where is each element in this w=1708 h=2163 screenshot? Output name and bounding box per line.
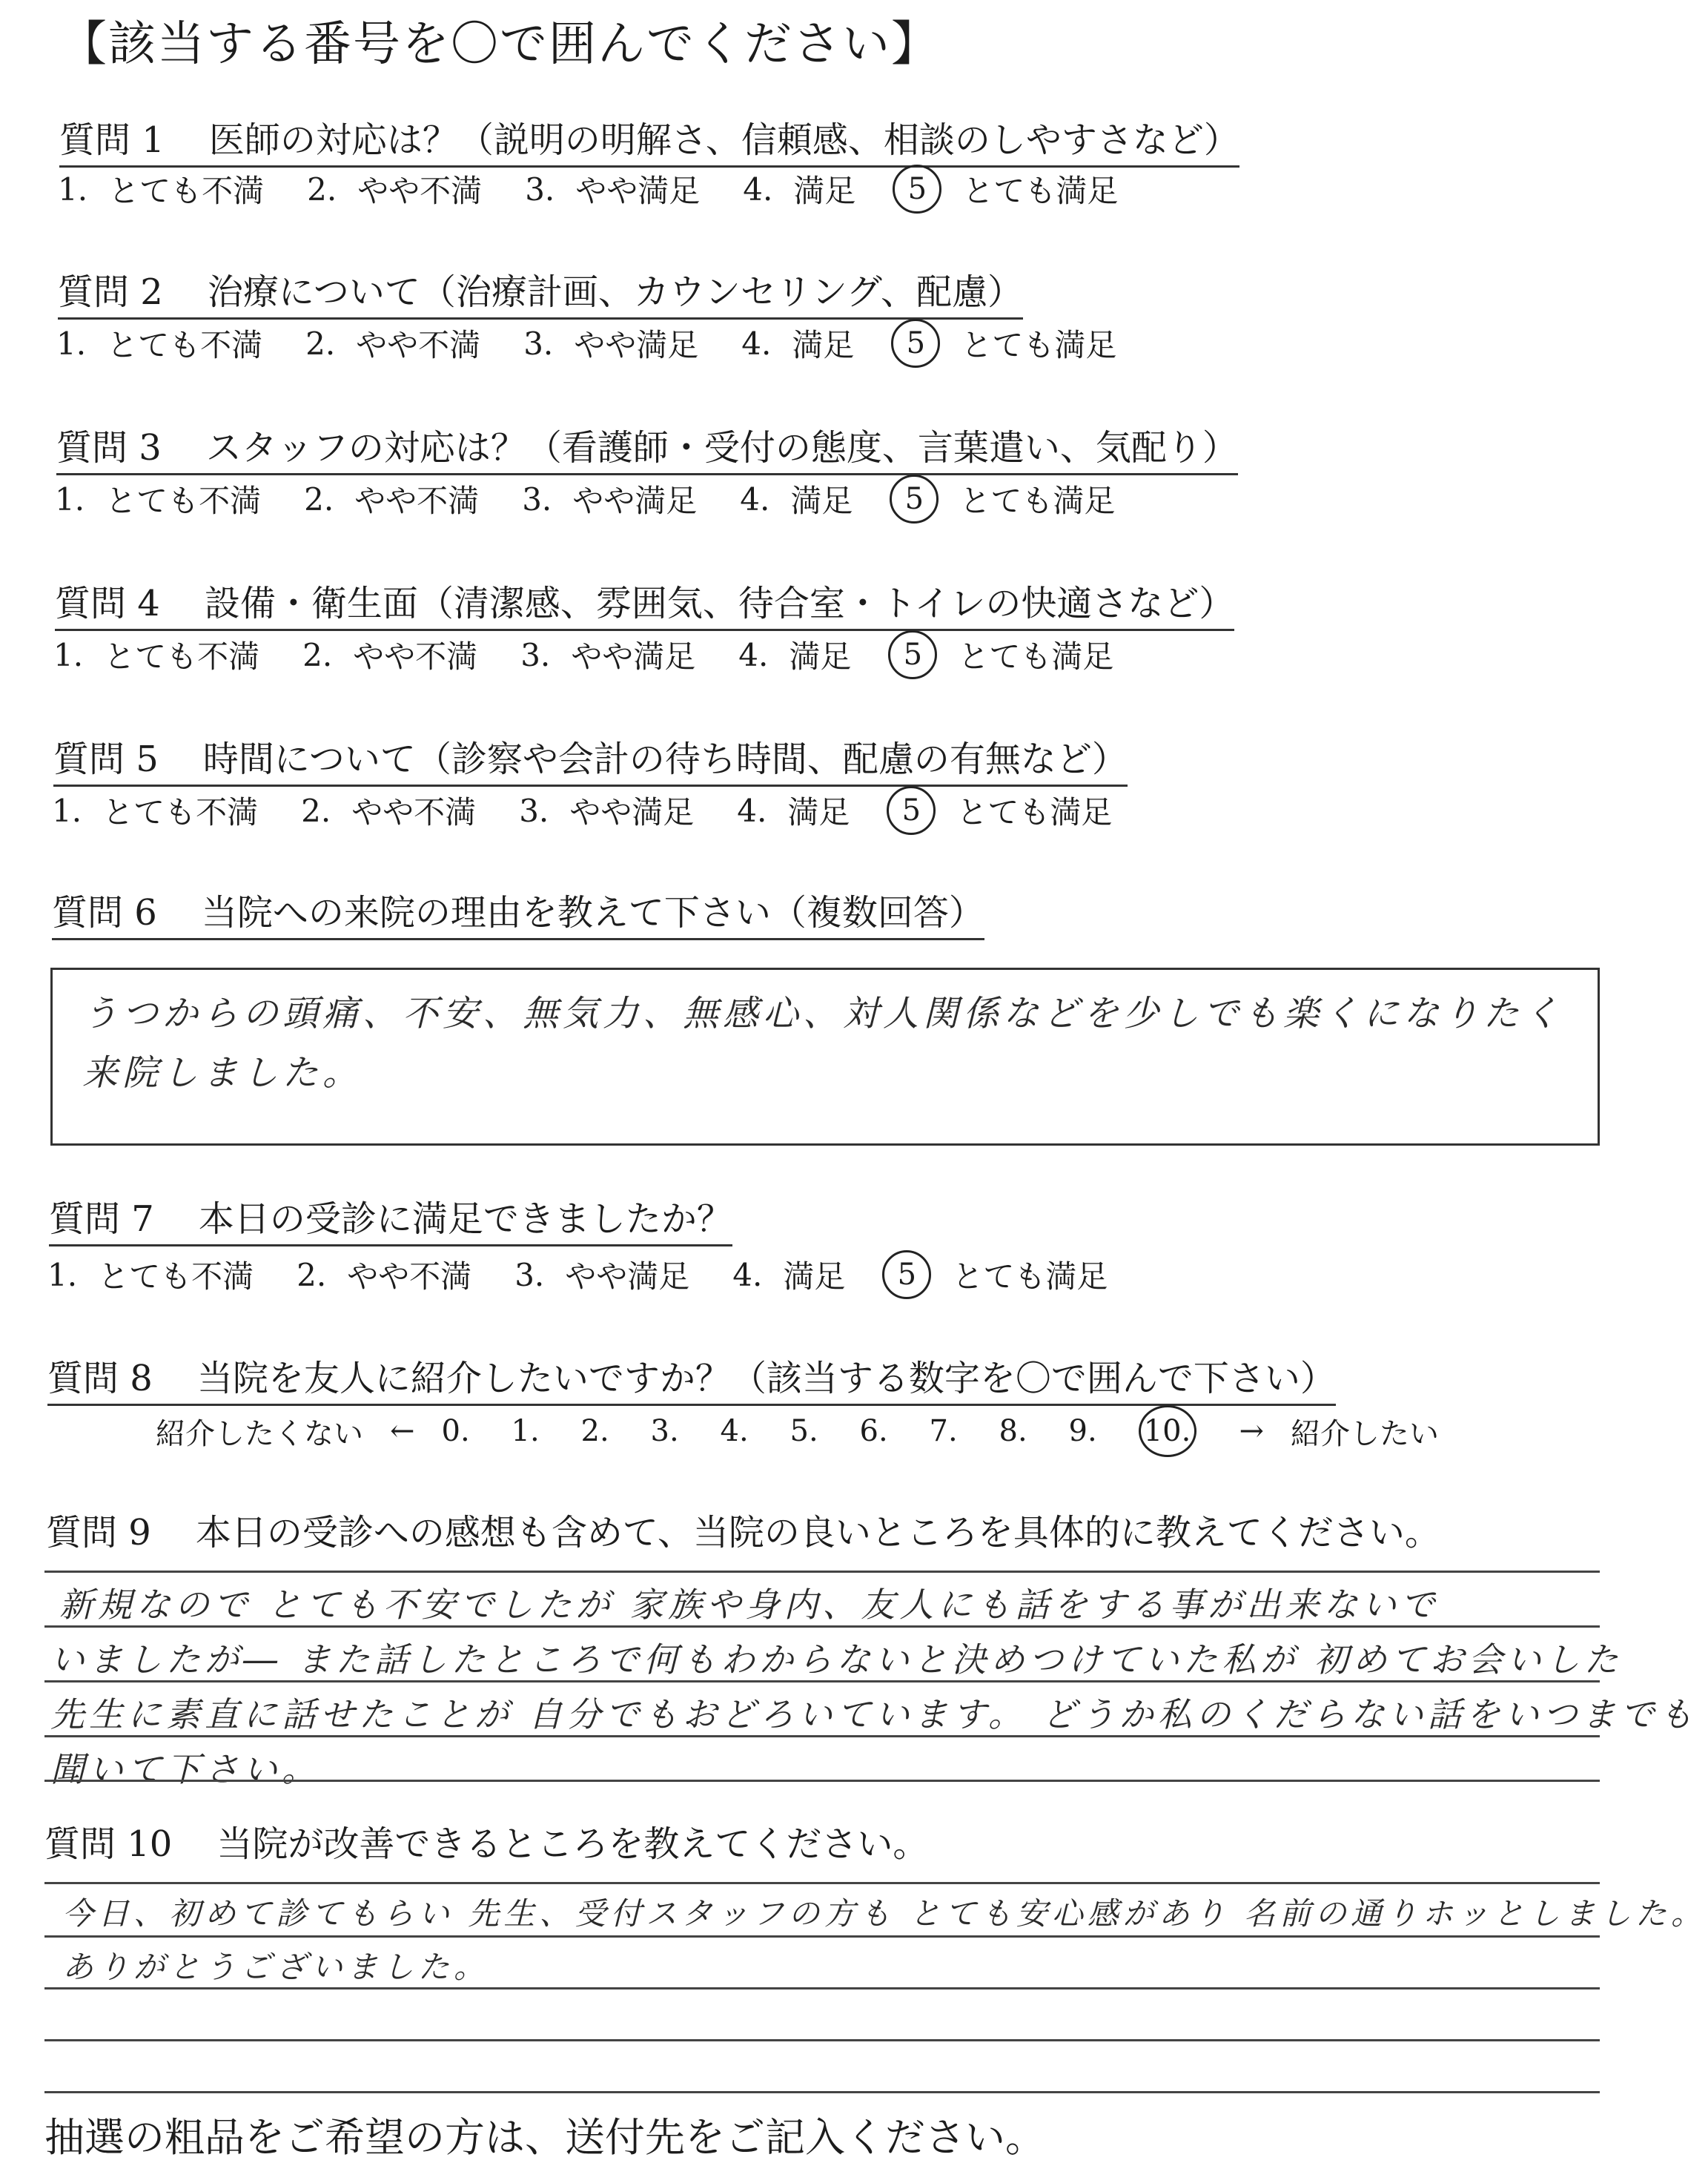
- q8-option-4[interactable]: 4.: [720, 1414, 749, 1448]
- q1-option-2[interactable]: 2. やや不満: [307, 171, 483, 209]
- q10-answer-line-1: 今日、初めて診てもらい 先生、受付スタッフの方も とても安心感があり 名前の通りホッとしました。: [62, 1895, 1707, 1932]
- q9-answer-rule: [44, 1780, 1600, 1782]
- question-4-scale: [53, 630, 1113, 679]
- question-6-answer-box[interactable]: [50, 968, 1600, 1146]
- question-8-title: 質問 8 当院を友人に紹介したいですか？（該当する数字を〇で囲んで下さい）: [47, 1350, 1336, 1406]
- q3-option-3[interactable]: 3. やや満足: [522, 481, 698, 519]
- question-2-scale: [56, 319, 1116, 368]
- question-5-scale: [52, 786, 1112, 835]
- q2-option-5-selected[interactable]: 5 とても満足: [897, 319, 1116, 368]
- q6-answer-line-2: 来院しました。: [82, 1052, 363, 1094]
- q8-option-10-selected[interactable]: 10.: [1139, 1405, 1196, 1457]
- instruction-heading: 【該当する番号を〇で囲んでください】: [59, 17, 940, 72]
- question-6-title: 質問 6 当院への来院の理由を教えて下さい（複数回答）: [52, 884, 984, 940]
- q1-option-1[interactable]: 1. とても不満: [58, 171, 265, 209]
- q5-option-1[interactable]: 1. とても不満: [52, 792, 259, 830]
- q3-option-4[interactable]: 4. 満足: [740, 481, 853, 519]
- q7-option-4[interactable]: 4. 満足: [732, 1256, 846, 1295]
- q8-option-1[interactable]: 1.: [511, 1414, 540, 1448]
- question-3-scale: [55, 475, 1115, 524]
- q8-option-3[interactable]: 3.: [650, 1414, 679, 1448]
- question-4-title: 質問 4 設備・衛生面（清潔感、雰囲気、待合室・トイレの快適さなど）: [55, 575, 1234, 631]
- q8-option-7[interactable]: 7.: [929, 1414, 958, 1448]
- question-1-title: 質問 1 医師の対応は？（説明の明解さ、信頼感、相談のしやすさなど）: [59, 111, 1239, 168]
- q4-option-4[interactable]: 4. 満足: [738, 636, 852, 675]
- q3-option-1[interactable]: 1. とても不満: [55, 481, 262, 519]
- q7-option-2[interactable]: 2. やや不満: [297, 1256, 472, 1295]
- q3-option-5-selected[interactable]: 5 とても満足: [896, 475, 1115, 524]
- q8-option-8[interactable]: 8.: [999, 1414, 1027, 1448]
- q7-option-3[interactable]: 3. やや満足: [514, 1256, 690, 1295]
- q2-option-1[interactable]: 1. とても不満: [56, 325, 263, 363]
- q10-answer-line-2: ありがとうございました。: [62, 1949, 490, 1985]
- question-1-scale: [58, 165, 1118, 214]
- right-arrow-icon: →: [1239, 1414, 1265, 1448]
- q5-option-3[interactable]: 3. やや満足: [519, 792, 695, 830]
- q6-answer-line-1: うつからの頭痛、不安、無気力、無感心、対人関係などを少しでも楽くになりたく: [82, 993, 1564, 1034]
- q7-option-5-selected[interactable]: 5 とても満足: [888, 1250, 1108, 1299]
- q9-answer-rule: [44, 1680, 1600, 1682]
- prize-address-note: 抽選の粗品をご希望の方は、送付先をご記入ください。: [44, 2114, 1045, 2161]
- q7-option-1[interactable]: 1. とても不満: [47, 1256, 254, 1295]
- q5-option-5-selected[interactable]: 5 とても満足: [893, 786, 1112, 835]
- question-2-title: 質問 2 治療について（治療計画、カウンセリング、配慮）: [58, 263, 1023, 320]
- q4-option-3[interactable]: 3. やや満足: [520, 636, 696, 675]
- q2-option-4[interactable]: 4. 満足: [741, 325, 855, 363]
- q9-answer-rule: [44, 1571, 1600, 1573]
- q9-answer-rule: [44, 1625, 1600, 1628]
- q2-option-3[interactable]: 3. やや満足: [523, 325, 699, 363]
- q5-option-4[interactable]: 4. 満足: [737, 792, 850, 830]
- question-10-title: 質問 10 当院が改善できるところを教えてください。: [44, 1823, 929, 1865]
- question-8-scale: [156, 1405, 1439, 1457]
- q1-option-3[interactable]: 3. やや満足: [525, 171, 701, 209]
- q1-option-5-selected[interactable]: 5 とても満足: [898, 165, 1118, 214]
- question-7-title: 質問 7 本日の受診に満足できましたか？: [49, 1190, 732, 1246]
- q10-answer-rule: [44, 1987, 1600, 1989]
- q8-option-0[interactable]: 0.: [441, 1414, 470, 1448]
- question-9-title: 質問 9 本日の受診への感想も含めて、当院の良いところを具体的に教えてください。: [46, 1512, 1440, 1553]
- q4-option-2[interactable]: 2. やや不満: [302, 636, 478, 675]
- q10-answer-rule: [44, 1935, 1600, 1938]
- question-7-scale: [47, 1250, 1108, 1299]
- q9-answer-line-2: いましたが― また話したところで何もわからないと決めつけていた私が 初めてお会いした: [50, 1639, 1623, 1680]
- q9-answer-line-4: 聞いて下さい。: [50, 1749, 320, 1789]
- q10-answer-rule: [44, 2091, 1600, 2093]
- q4-option-1[interactable]: 1. とても不満: [53, 636, 260, 675]
- q9-answer-line-1: 新規なので とても不安でしたが 家族や身内、友人にも話をする事が出来ないで: [59, 1585, 1440, 1625]
- q5-option-2[interactable]: 2. やや不満: [301, 792, 477, 830]
- q10-answer-rule: [44, 1882, 1600, 1884]
- question-5-title: 質問 5 時間について（診察や会計の待ち時間、配慮の有無など）: [53, 730, 1128, 787]
- q9-answer-rule: [44, 1735, 1600, 1737]
- recommend-label: 紹介したい: [1291, 1416, 1440, 1451]
- q2-option-2[interactable]: 2. やや不満: [305, 325, 481, 363]
- q4-option-5-selected[interactable]: 5 とても満足: [894, 630, 1113, 679]
- q8-option-5[interactable]: 5.: [790, 1414, 818, 1448]
- q9-answer-line-3: 先生に素直に話せたことが 自分でもおどろいています。 どうか私のくだらない話をいつまでも: [50, 1694, 1698, 1734]
- q10-answer-rule: [44, 2039, 1600, 2041]
- question-3-title: 質問 3 スタッフの対応は？（看護師・受付の態度、言葉遣い、気配り）: [56, 419, 1238, 475]
- q3-option-2[interactable]: 2. やや不満: [304, 481, 480, 519]
- q8-option-9[interactable]: 9.: [1068, 1414, 1097, 1448]
- q8-option-2[interactable]: 2.: [580, 1414, 609, 1448]
- left-arrow-icon: ←: [390, 1414, 415, 1448]
- not-recommend-label: 紹介したくない: [156, 1416, 363, 1451]
- q1-option-4[interactable]: 4. 満足: [743, 171, 856, 209]
- q8-option-6[interactable]: 6.: [859, 1414, 888, 1448]
